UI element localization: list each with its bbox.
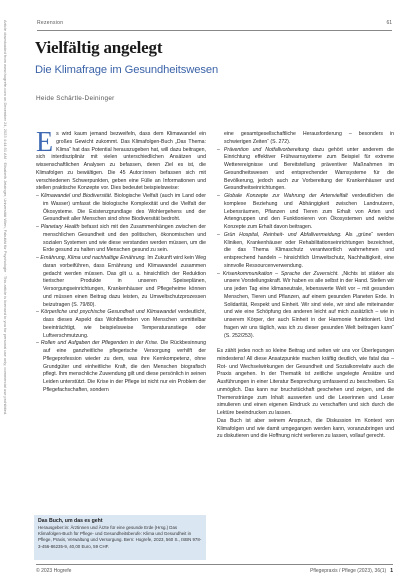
list-item: – Grün Hospital, Reinheit- und Abfallvermeidung. Als „grüne“ werden Kliniken, Krankenhäuser oder Rehabilitationseinrichtungen bezeichnet, die das Thema Klimaschutz verantwortlich wahrnehmen und entsprechend handeln – hinsichtlich Umweltschutz, Nachhaltigkeit, eine sinnvolle Ressourcenverwendung. (217, 231, 395, 269)
footer-journal: Pflegepraxis / Pflege (2023), 36(1) 1 (310, 568, 393, 574)
article-subtitle: Die Klimafrage im Gesundheitswesen (35, 64, 219, 76)
section-label: Rezension (37, 20, 64, 26)
list-item: – Rollen und Aufgaben der Pflegenden in der Krise. Die Rückbesinnung auf eine ganzheitliche pflegerische Versorgung verhilft der Pflegeprofession wieder zu dem, was ihre Kernkompetenz, ohne Grundgüter und einheitliche Kraft, die den Menschen biografisch pflegt. Ihm menschliche Zuwendung gilt und diese persönlich in seinen Leiden unterstützt. Die Krise in der Pflege ist nicht nur ein Problem der Pflegefachschaften, sondern (36, 340, 206, 393)
book-info-text: Herausgeber:in: Ärztinnen und Ärzte für eine gesunde Erde (Hrsg.) Das Klimafolgen-Buch für Pflege- und Gesundheitsberufe: Klima und Gesundheit in Pflege, Praxis, Verwaltung und Versorgung. Bern: Hogrefe, 2023, 560 S., ISBN 978-3-456-86235-9, 40,00 Euro, 59 CHF. (38, 525, 202, 549)
running-header (37, 19, 392, 31)
list-item: – Prävention und Notfallvorbereitung dazu gehört unter anderem die Einrichtung effektiver Frühwarnsysteme zum Beispiel für extreme Wetterereignisse und Bereitstellung präventiver Maßnahmen im Gesundheitswesen und entsprechender Warnsysteme für die Bevölkerung, jedoch auch zur Vorbereitung der Krankenhäuser und Gesundheitseinrichtungen. (217, 146, 394, 192)
body-paragraph: Das Buch ist aber seinem Anspruch, die Diskussion im Kontext von Klimafolgen und wie damit umgegangen werden kann, voranzubringen und zu diskutieren und die Hoffnung nicht verlieren zu lassen, vollauf gerecht. (217, 417, 394, 440)
list-continuation: eine gesamtgesellschaftliche Herausforderung – besonders in schwierigen Zeiten“ (S. 272). (224, 131, 394, 145)
list-item: – Globale Konzepte zur Wahrung der Artenvielfalt verdeutlichen die komplexe Beziehung und Abhängigkeit zwischen Landnutzern, Lebensräumen, Pflanzen und Tieren zum Erhalt von Arten und Artengruppen und den Funktionieren von Ökosystemen und welche Konzepte zum Erhalt davon beitragen. (217, 193, 395, 230)
paragraph-gap (217, 340, 394, 348)
list-item: – Krisenkommunikation – Sprache der Zuversicht. „Nichts ist stärker als unsere Vorstellungskraft. Wir haben es alle selbst in der Hand. Stellen wir uns jeden Tag eine klimaneutrale, lebenswerte Welt vor – mit gesunden Menschen, Tieren und Pflanzen, auf einem gesunden Planeten Erde. In Solidarität, Respekt und Einheit. Wir sind viele, wir sind alle miteinander und wie eine Schöpfung des anderen leicht auf mich zusätzlich – wie in unserem Körper, der auch Einheit in der Harmonie funktioniert. Und fragen wir uns täglich, was ich zu dieser gesunden Welt beitragen kann“ (S. 252/253). (217, 270, 394, 339)
footer-copyright: © 2023 Hogrefe (36, 568, 72, 574)
list-item: – Ernährung, Klima und nachhaltige Ernährung. Im Zukunft wird kein Weg daran vorbeiführen, dass Ernährung und Klimawandel zusammen gedacht werden müssen. Das gilt u. a. hinsichtlich der Reduktion tierischer Produkte in unseren Speiseplänen, Versorgungseinrichtungen, Krankenhäuser und Pflegeheime können und müssen einen Beitrag dazu leisten, zu Umweltschutzprozessen beizutragen (S. 79/80). (36, 255, 206, 308)
article-title: Vielfältig angelegt (35, 38, 163, 57)
list-item: – Klimawandel und Biodiversität. Biologische Vielfalt (auch im Land oder im Wasser) umfasst die biologische Komplexität und die Vielfalt der Ökosysteme. Die Existenzgrundlage des Wohlergehens und der Gesundheit aller Menschen sind ohne Biodiversität bedroht. (36, 193, 206, 223)
footer-page-number: 1 (390, 568, 393, 574)
book-info-title: Das Buch, um das es geht (38, 518, 103, 524)
text-column-right (217, 131, 394, 441)
header-page-number: 61 (386, 20, 392, 26)
text-column-left (36, 127, 206, 395)
intro-paragraph: Es wird kaum jemand bezweifeln, dass dem Klimawandel ein großes Gewicht zukommt. Das Klimafolgen-Buch „Das Thema: Klima“ hat das Potential herauszugeben hat, will dazu beitragen, sich interdisziplinär mit vielen unterschiedlichen Ansätzen und wissenschaftlichen Analysen zu befassen, deren Ziel es ist, die Klimafolgen zu bewältigen. Die 45 Autor:innen befassen sich mit verschiedenen Schwerpunkten, geben eine Fülle an Informationen und stellen praktische Konzepte vor. Dies bedeutet beispielsweise: (36, 127, 206, 192)
book-info-box (34, 515, 206, 560)
page-footer (36, 564, 393, 576)
body-paragraph: Es zählt jedes noch so kleine Beitrag und selten wir uns vor Überlegungen mindestens! All diese Ansatzpunkte machen kräftig deutlich, wie fatal das – Rot- und Wechselwirkungen der Gesundheit und Sozialkorrelativ auch die Praxis angehen. In der Thematik ist zeitliche ungelegte Ansätze und Ausführungen in einer Literatur Besprechung umfassend zu beschreiben. Es unmöglich. Das kann nur bruchstückhaft geschehen und zeigen, und die Themenstränge zum Inhalt auswerten und die Leserinnen und Leser simulieren und einen eigenen Eindruck zu verschaffen und sich durch die Lektüre beeindrucken zu lassen. (217, 348, 394, 416)
list-item: – Körperliche und psychische Gesundheit und Klimawandel verdeutlicht, dass dieses Aspekt das Wohlbefinden von Menschen unmittelbar beeinträchtigt, wie beispielsweise Temperaturanstiege oder Luftverschmutzung. (36, 309, 206, 339)
sidebar-download-notice: Article downloaded from www.hogrefe.com on December 24, 2023 4:44:51 AM · Elisabeth Jetzinger, Universität Wien, Fakultät für Psychologie · This article is licensed to you for personal use only; commercial use prohibited. (3, 20, 8, 416)
list-item: – Planetary Health befasst sich mit den Zusammenhängen zwischen der menschlichen Gesundheit und den politischen, ökonomischen und sozialen Systemen und wie diese verstanden werden müssen, um die Erde gesund zu halten und Menschen gesund zu sein. (36, 224, 206, 254)
drop-cap: E (36, 127, 54, 158)
author-name: Heide Schärtle-Deininger (36, 95, 115, 102)
